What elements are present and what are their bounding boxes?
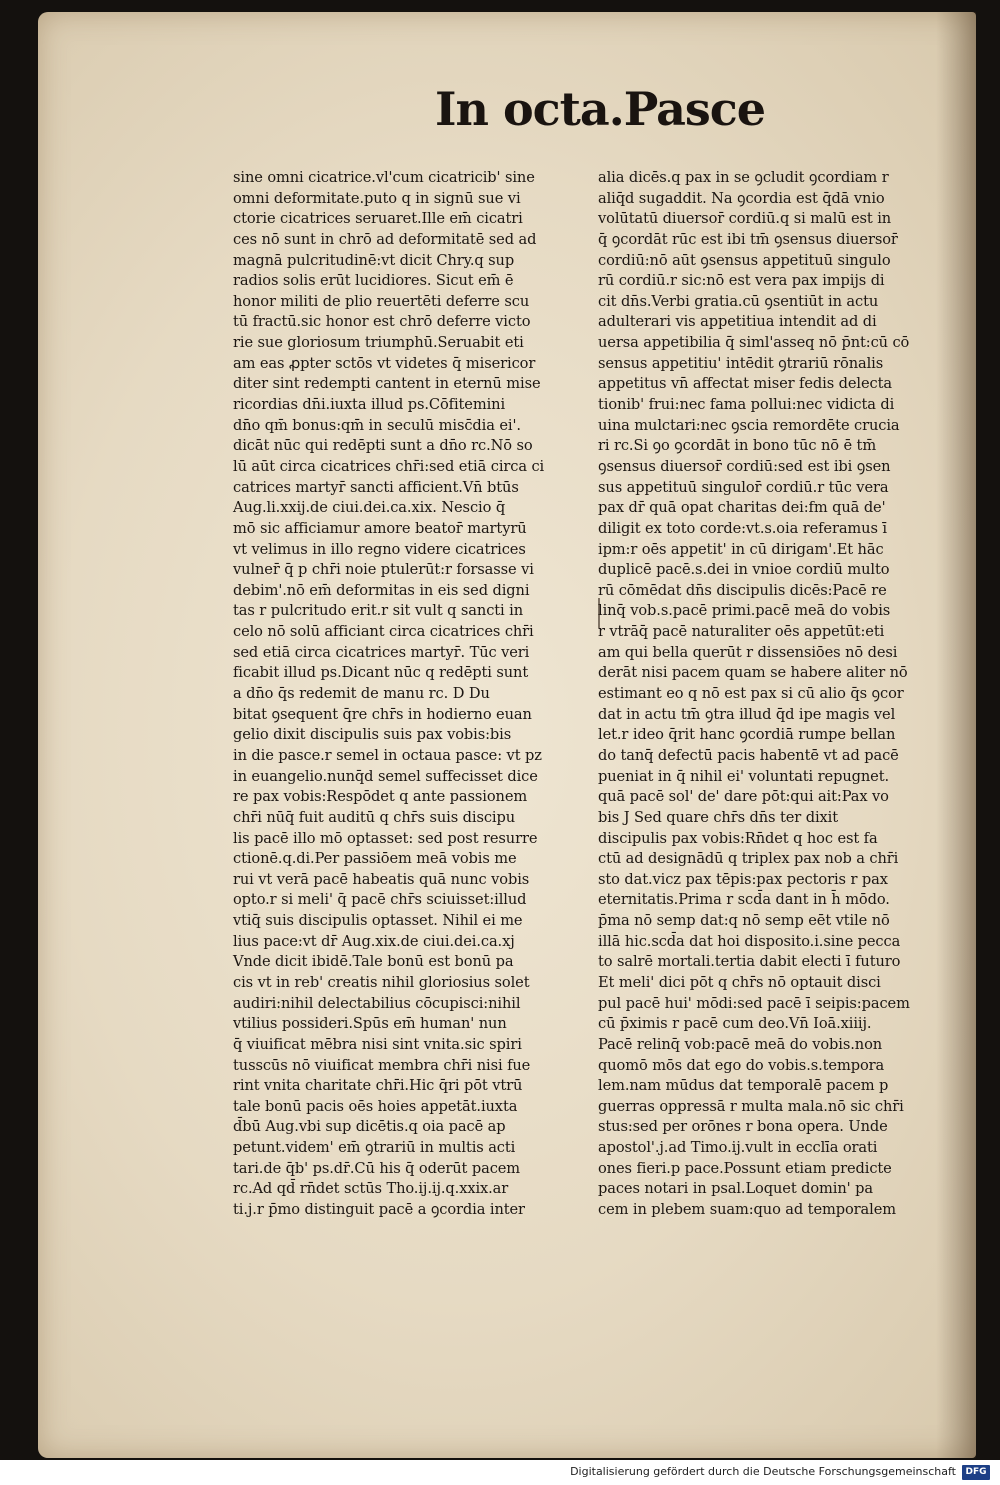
running-head: In octa.Pasce bbox=[435, 82, 766, 136]
text-line: rū cōmēdat dn̄s discipulis dicēs:Pacē re bbox=[598, 581, 887, 599]
text-line: vulner̄ q̄ p chr̄i noie ptulerūt:r forsasse vi bbox=[233, 561, 534, 579]
text-line: tū fractū.sic honor est chrō deferre victo bbox=[233, 313, 531, 331]
text-line: diligit ex toto corde:vt.s.oia referamus ī bbox=[598, 519, 887, 537]
text-line: d̄bū Aug.vbi sup dicētis.q oia pacē ap bbox=[233, 1118, 506, 1136]
text-line: chr̄i nūq̄ fuit auditū q chr̄s suis discipu bbox=[233, 808, 516, 826]
text-line: duplicē pacē.s.dei in vnioe cordiū multo bbox=[598, 561, 890, 579]
text-line: ctorie cicatrices seruaret.Ille em̄ cicatri bbox=[233, 210, 523, 228]
text-line: cit dn̄s.Verbi gratia.cū ꝯsentiūt in actu bbox=[598, 292, 879, 310]
text-line: cem in plebem suam:quo ad temporalem bbox=[598, 1201, 896, 1219]
page-gutter-shadow bbox=[936, 12, 976, 1458]
text-line: to salrē mortali.tertia dabit electi ī futuro bbox=[598, 953, 901, 971]
text-line: am qui bella querūt r dissensiōes nō desi bbox=[598, 643, 898, 661]
text-line: illā hic.scd̄a dat hoi disposito.i.sine pecca bbox=[598, 932, 901, 950]
text-line: vtiq̄ suis discipulis optasset. Nihil ei me bbox=[233, 912, 523, 930]
text-line: in die pasce.r semel in octaua pasce: vt pz bbox=[233, 746, 542, 764]
text-line: q̄ viuificat mēbra nisi sint vnita.sic spiri bbox=[233, 1035, 522, 1053]
text-line: dicāt nūc qui redēpti sunt a dn̄o rc.Nō so bbox=[233, 437, 533, 455]
text-line: rui vt verā pacē habeatis quā nunc vobis bbox=[233, 870, 530, 888]
text-line: bis J Sed quare chr̄s dn̄s ter dixit bbox=[598, 808, 838, 826]
text-line: sensus appetitiu' intēdit ꝯtrariū rōnalis bbox=[598, 354, 884, 372]
text-line: do tanq̄ defectū pacis habentē vt ad pacē bbox=[598, 746, 899, 764]
text-line: cū p̄ximis r pacē cum deo.Vn̄ Ioā.xiiij. bbox=[598, 1015, 872, 1033]
funding-credit: Digitalisierung gefördert durch die Deutsche Forschungsgemeinschaft bbox=[570, 1465, 956, 1478]
text-line: q̄ ꝯcordāt rūc est ibi tm̄ ꝯsensus diuersor̄ bbox=[598, 230, 898, 248]
text-line: rie sue gloriosum triumphū.Seruabit eti bbox=[233, 334, 524, 352]
text-line: sine omni cicatrice.vl'cum cicatricib' sine bbox=[233, 169, 535, 186]
show-through-head bbox=[800, 82, 970, 142]
text-line: dat in actu tm̄ ꝯtra illud q̄d ipe magis vel bbox=[598, 705, 896, 723]
text-line: uersa appetibilia q̄ siml'asseq nō p̄nt:cū cō bbox=[598, 334, 910, 352]
text-line: tari.de q̄b' ps.dr̄.Cū his q̄ oderūt pacem bbox=[233, 1159, 521, 1177]
text-line: ꝯsensus diuersor̄ cordiū:sed est ibi ꝯsen bbox=[598, 457, 891, 475]
text-line: ri rc.Si ꝯo ꝯcordāt in bono tūc nō ē tm̄ bbox=[598, 437, 877, 455]
text-line: eternitatis.Prima r scd̄a dant in h̄ mōdo. bbox=[598, 891, 890, 909]
text-line: r vtrāq̄ pacē naturaliter oēs appetūt:eti bbox=[598, 623, 885, 641]
text-line: omni deformitate.puto q in signū sue vi bbox=[233, 189, 521, 207]
text-line: debim'.nō em̄ deformitas in eis sed digni bbox=[233, 581, 530, 599]
text-line: celo nō solū afficiant circa cicatrices chr̄i bbox=[233, 623, 534, 641]
text-line: estimant eo q nō est pax si cū alio q̄s ꝯcor bbox=[598, 685, 904, 703]
text-line: tionib' frui:nec fama pollui:nec vidicta di bbox=[598, 396, 895, 414]
text-line: quā pacē sol' de' dare pōt:qui ait:Pax vo bbox=[598, 788, 889, 806]
text-line: guerras oppressā r multa mala.nō sic chr̄i bbox=[598, 1097, 904, 1115]
text-line: bitat ꝯsequent q̄re chr̄s in hodierno euan bbox=[233, 705, 532, 723]
text-line: sed etiā circa cicatrices martyr̄. Tūc veri bbox=[233, 643, 530, 661]
text-line: honor militi de plio reuertēti deferre scu bbox=[233, 292, 530, 310]
text-line: ces nō sunt in chrō ad deformitatē sed ad bbox=[233, 230, 537, 248]
text-line: stus:sed per orōnes r bona opera. Unde bbox=[598, 1118, 888, 1136]
text-line: pueniat in q̄ nihil ei' voluntati repugnet. bbox=[598, 767, 889, 785]
text-line: ricordias dn̄i.iuxta illud ps.Cōfitemini bbox=[233, 396, 506, 414]
text-line: petunt.videm' em̄ ꝯtrariū in multis acti bbox=[233, 1139, 516, 1157]
text-line: quomō mōs dat ego do vobis.s.tempora bbox=[598, 1056, 885, 1074]
text-line: tusscūs nō viuificat membra chr̄i nisi fue bbox=[233, 1056, 531, 1074]
text-line: opto.r si meli' q̄ pacē chr̄s sciuisset:illud bbox=[233, 891, 527, 909]
text-line: let.r ideo q̄rit hanc ꝯcordiā rumpe bellan bbox=[598, 726, 896, 744]
text-line: audiri:nihil delectabilius cōcupisci:nihil bbox=[233, 994, 521, 1012]
text-line: ti.j.r p̄mo distinguit pacē a ꝯcordia inter bbox=[233, 1201, 525, 1219]
text-column-right bbox=[598, 168, 936, 1219]
text-line: Aug.li.xxij.de ciui.dei.ca.xix. Nescio q̄ bbox=[233, 499, 506, 517]
text-line: gelio dixit discipulis suis pax vobis:bis bbox=[233, 726, 512, 744]
text-line: lis pacē illo mō optasset: sed post resurre bbox=[233, 829, 538, 847]
text-line: a dn̄o q̄s redemit de manu rc. D Du bbox=[233, 685, 490, 703]
text-line: apostol'.j.ad Timo.ij.vult in ecclīa orati bbox=[598, 1139, 878, 1157]
text-line: ctionē.q.di.Per passiōem meā vobis me bbox=[233, 850, 517, 868]
text-line: dn̄o qm̄ bonus:qm̄ in seculū misc̄dia ei'. bbox=[233, 416, 521, 434]
text-line: catrices martyr̄ sancti afficient.Vn̄ btūs bbox=[233, 478, 519, 496]
text-line: cis vt in reb' creatis nihil gloriosius solet bbox=[233, 973, 530, 991]
text-line: lem.nam mūdus dat temporalē pacem p bbox=[598, 1077, 889, 1095]
text-line: sto dat.vicz pax tēpis:pax pectoris r pax bbox=[598, 870, 888, 888]
text-line: Et meli' dici pōt q chr̄s nō optauit disci bbox=[598, 973, 881, 991]
text-line: discipulis pax vobis:Rn̄det q hoc est fa bbox=[598, 829, 878, 847]
text-line: tas r pulcritudo erit.r sit vult q sancti in bbox=[233, 602, 524, 620]
text-line: cordiū:nō aūt ꝯsensus appetituū singulo bbox=[598, 251, 891, 269]
ink-mark bbox=[598, 598, 614, 628]
text-line: p̄ma nō semp dat:q nō semp eēt vtile nō bbox=[598, 912, 890, 930]
text-line: ctū ad designādū q triplex pax nob a chr̄i bbox=[598, 850, 899, 868]
text-line: diter sint redempti cantent in eternū mise bbox=[233, 375, 541, 393]
text-line: pul pacē hui' mōdi:sed pacē ī seipis:pacem bbox=[598, 994, 910, 1012]
text-line: paces notari in psal.Loquet domin' pa bbox=[598, 1180, 873, 1198]
text-line: rint vnita charitate chr̄i.Hic q̄ri pōt vtrū bbox=[233, 1077, 523, 1095]
text-line: uina mulctari:nec ꝯscia remordēte crucia bbox=[598, 416, 900, 434]
text-line: mō sic afficiamur amore beator̄ martyrū bbox=[233, 519, 527, 537]
text-line: alia dicēs.q pax in se ꝯcludit ꝯcordiam r bbox=[598, 169, 889, 186]
text-line: appetitus vn̄ affectat miser fedis delecta bbox=[598, 375, 892, 393]
text-line: re pax vobis:Respōdet q ante passionem bbox=[233, 788, 528, 806]
text-line: vt velimus in illo regno videre cicatrices bbox=[233, 540, 526, 558]
text-line: am eas ꝓpter sctōs vt videtes q̄ misericor bbox=[233, 354, 536, 372]
text-line: in euangelio.nunq̄d semel suffecisset dice bbox=[233, 767, 538, 785]
text-line: aliq̄d sugaddit. Na ꝯcordia est q̄dā vnio bbox=[598, 189, 885, 207]
text-line: Vnde dicit ibidē.Tale bonū est bonū pa bbox=[233, 953, 514, 971]
text-line: linq̄ vob.s.pacē primi.pacē meā do vobis bbox=[598, 602, 891, 620]
text-line: tale bonū pacis oēs hoies appetāt.iuxta bbox=[233, 1097, 518, 1115]
text-line: magnā pulcritudinē:vt dicit Chry.q sup bbox=[233, 251, 515, 269]
text-column-left bbox=[233, 168, 575, 1219]
text-line: sus appetituū singulor̄ cordiū.r tūc vera bbox=[598, 478, 889, 496]
text-line: lū aūt circa cicatrices chr̄i:sed etiā circa ci bbox=[233, 457, 545, 475]
footer-bar bbox=[0, 1460, 1000, 1485]
text-line: pax dr̄ quā opat charitas dei:fm quā de' bbox=[598, 499, 886, 517]
text-line: adulterari vis appetitiua intendit ad di bbox=[598, 313, 877, 331]
text-line: vtilius possideri.Spūs em̄ human' nun bbox=[233, 1015, 507, 1033]
text-line: volūtatū diuersor̄ cordiū.q si malū est in bbox=[598, 210, 892, 228]
text-line: Pacē relinq̄ vob:pacē meā do vobis.non bbox=[598, 1035, 883, 1053]
text-line: ones fieri.p pace.Possunt etiam predicte bbox=[598, 1159, 892, 1177]
text-line: radios solis erūt lucidiores. Sicut em̄ ē bbox=[233, 272, 514, 290]
text-line: ipm:r oēs appetit' in cū dirigam'.Et hāc bbox=[598, 540, 884, 558]
text-line: rū cordiū.r sic:nō est vera pax impijs di bbox=[598, 272, 885, 290]
text-line: lius pace:vt dr̄ Aug.xix.de ciui.dei.ca.xj bbox=[233, 932, 515, 950]
dfg-logo-icon: DFG bbox=[962, 1465, 990, 1480]
text-line: rc.Ad qd̄ rn̄det sctūs Tho.ij.ij.q.xxix.ar bbox=[233, 1180, 509, 1198]
text-line: ficabit illud ps.Dicant nūc q redēpti sunt bbox=[233, 664, 529, 682]
text-line: derāt nisi pacem quam se habere aliter nō bbox=[598, 664, 908, 682]
